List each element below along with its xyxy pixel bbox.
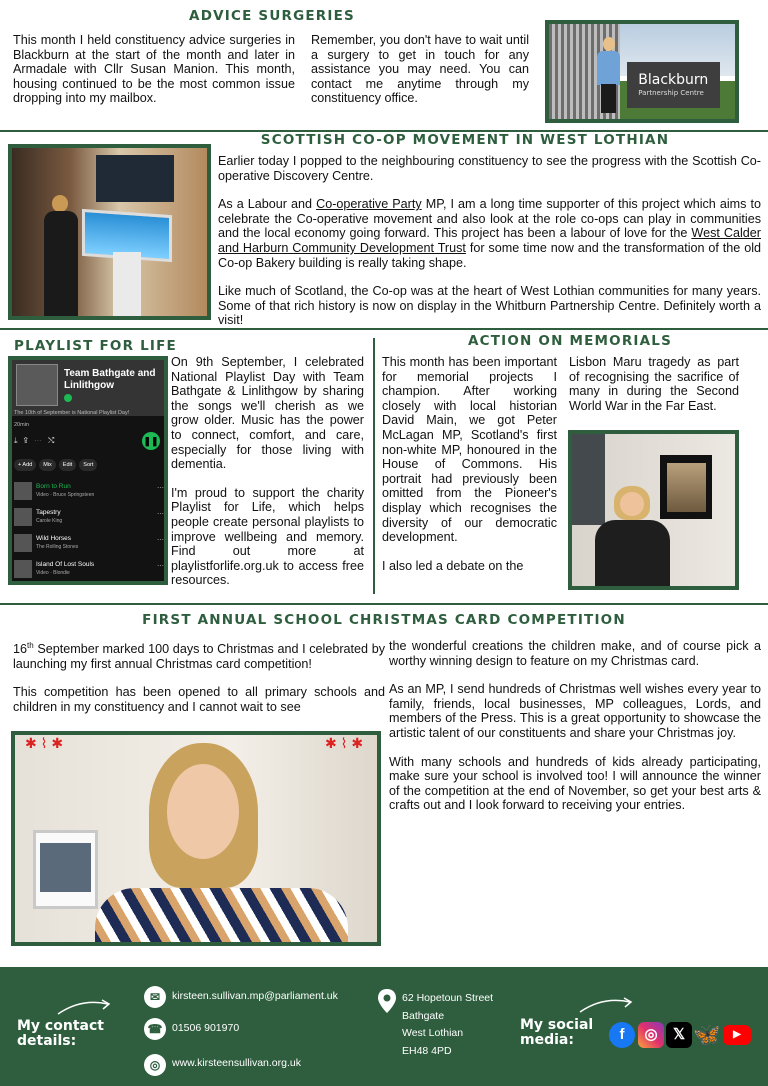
coop-heading: SCOTTISH CO-OP MOVEMENT IN WEST LOTHIAN [260, 132, 670, 148]
playlist-description: The 10th of September is National Playlist Day! [14, 410, 130, 416]
address-line: West Lothian [402, 1027, 464, 1039]
memorials-p1: This month has been important for memorial projects I champion. After working closely with local historian David Main, we got Peter McLagan MP, Scotland's first non-white MP, honoured in the House of Commons. His portrait had previously been omitted from the Pioneer's display which recognises the diversity of our democratic development. [382, 355, 557, 545]
playlist-p1: On 9th September, I celebrated National Playlist Day with Team Bathgate & Linlithgow by sharing the songs we'll cherish as we grow older. Music has the power to connect, comfort, and care, especially for those living with dementia. [171, 355, 364, 472]
address-line: EH48 4PD [402, 1044, 452, 1057]
youtube-icon[interactable]: ▶ [723, 1025, 751, 1045]
contact-email[interactable]: kirsteen.sullivan.mp@parliament.uk [172, 990, 338, 1002]
advice-col1: This month I held constituency advice surgeries in Blackburn at the start of the month and later in Armadale with Cllr Susan Manion. This month, housing continued to be the most common issue dropping into my mailbox. [13, 33, 295, 106]
globe-icon: ◎ [144, 1054, 166, 1076]
contact-address [402, 990, 493, 1060]
coop-party-link[interactable]: Co-operative Party [316, 197, 422, 212]
christmas-right [389, 639, 761, 813]
bluesky-icon[interactable]: 🦋 [693, 1022, 721, 1047]
memorials-heading: ACTION ON MEMORIALS [467, 333, 673, 349]
blackburn-photo [545, 20, 739, 123]
playlist-controls: ⤓⇪⋯⤭ [14, 436, 61, 445]
curved-arrow-icon [578, 994, 636, 1014]
contact-website[interactable]: www.kirsteensullivan.org.uk [172, 1057, 301, 1069]
phone-icon: ☎ [144, 1018, 166, 1040]
address-line: Bathgate [402, 1009, 445, 1022]
spotify-badge-icon [64, 394, 72, 402]
sort-button: Sort [79, 459, 97, 471]
christmas-left [13, 639, 385, 715]
social-label: My social media: [520, 1017, 594, 1048]
facebook-icon[interactable]: f [609, 1022, 635, 1048]
divider [0, 328, 768, 330]
x-icon[interactable]: 𝕏 [666, 1022, 692, 1048]
spotify-screenshot [8, 356, 168, 585]
play-pause-icon: ❚❚ [142, 432, 160, 450]
playlist-name: Team Bathgate and Linlithgow [64, 368, 156, 391]
christmas-p2: This competition has been opened to all primary schools and children in my constituency and I cannot wait to see [13, 685, 385, 714]
track-row: Tapestry Carole King ⋯ [14, 508, 164, 528]
contact-phone[interactable]: 01506 901970 [172, 1022, 240, 1034]
playlist-body [171, 355, 364, 588]
memorials-photo [568, 430, 739, 590]
garland-right-icon: ✱ ⌇ ✱ [325, 735, 364, 751]
blackburn-sign-title: Blackburn [638, 71, 709, 88]
coop-body [218, 154, 761, 328]
coop-photo [8, 144, 211, 320]
coop-p1: Earlier today I popped to the neighbouring constituency to see the progress with the Scottish Co-operative Discovery Centre. [218, 154, 761, 183]
advice-heading: ADVICE SURGERIES [189, 8, 355, 24]
advice-col2: Remember, you don't have to wait until a surgery to get in touch for any assistance you may need. You can contact me anytime through my constituency office. [311, 33, 529, 106]
playlist-cover [16, 364, 58, 406]
track-row: Island Of Lost Souls Video · Blondie ⋯ [14, 560, 164, 580]
coop-p2: As a Labour and Co-operative Party MP, I am a long time supporter of this project which aims to celebrate the Co-operative movement and also look at the role co-ops can play in communities and the local economy going forward. This project has been a labour of love for the West Calder and Harburn Community Development Trust for some time now and the transformation of the old Co-op Bakery building is really taking shape. [218, 197, 761, 270]
divider [0, 603, 768, 605]
location-pin-icon [377, 988, 397, 1014]
track-row: Wild Horses The Rolling Stones ⋯ [14, 534, 164, 554]
address-line: 62 Hopetoun Street [402, 992, 494, 1004]
blackburn-sign-subtitle: Partnership Centre [638, 88, 704, 97]
email-icon: ✉ [144, 986, 166, 1008]
christmas-heading: FIRST ANNUAL SCHOOL CHRISTMAS CARD COMPETITION [142, 612, 626, 628]
memorials-col1 [382, 355, 557, 573]
edit-button: Edit [59, 459, 76, 471]
trust-link[interactable]: West Calder and Harburn Community Development Trust [218, 226, 761, 255]
playlist-duration: 20min [14, 422, 29, 428]
coop-p3: Like much of Scotland, the Co-op was at the heart of West Lothian communities for many years. Some of that rich history is now on display in the Whitburn Partnership Centre. Definitely worth a visit! [218, 284, 761, 328]
column-divider [373, 338, 375, 594]
christmas-r2: As an MP, I send hundreds of Christmas well wishes every year to family, friends, local businesses, MP colleagues, Lords, and members of the Press. This is a great opportunity to showcase the artistic talent of our constituents and share your Christmas joy. [389, 682, 761, 740]
track-row: Born to Run Video · Bruce Springsteen ⋯ [14, 482, 164, 502]
curved-arrow-icon [56, 996, 114, 1016]
christmas-p1: 16th September marked 100 days to Christmas and I celebrated by launching my first annual Christmas card competition! [13, 641, 385, 671]
instagram-icon[interactable]: ◎ [638, 1022, 664, 1048]
playlist-heading: PLAYLIST FOR LIFE [14, 338, 177, 354]
contact-label: My contact details: [17, 1018, 104, 1049]
add-button: + Add [14, 459, 36, 471]
garland-left-icon: ✱ ⌇ ✱ [25, 735, 64, 751]
mix-button: Mix [39, 459, 56, 471]
playlist-p2: I'm proud to support the charity Playlist for Life, which helps people create personal playlists to improve wellbeing and memory. Find out more at playlistforlife.org.uk to access free resources. [171, 485, 364, 588]
christmas-r1: the wonderful creations the children make, and of course pick a worthy winning design to feature on my Christmas card. [389, 639, 761, 668]
christmas-r3: With many schools and hundreds of kids already participating, make sure your school is involved too! I will announce the winner of the competition at the end of November, so get your best arts & crafts out and I look forward to receiving your entries. [389, 754, 761, 813]
memorials-p2: I also led a debate on the [382, 558, 524, 573]
christmas-photo [11, 731, 381, 946]
memorials-col2: Lisbon Maru tragedy as part of recognising the sacrifice of many in during the Second World War in the Far East. [569, 355, 739, 413]
